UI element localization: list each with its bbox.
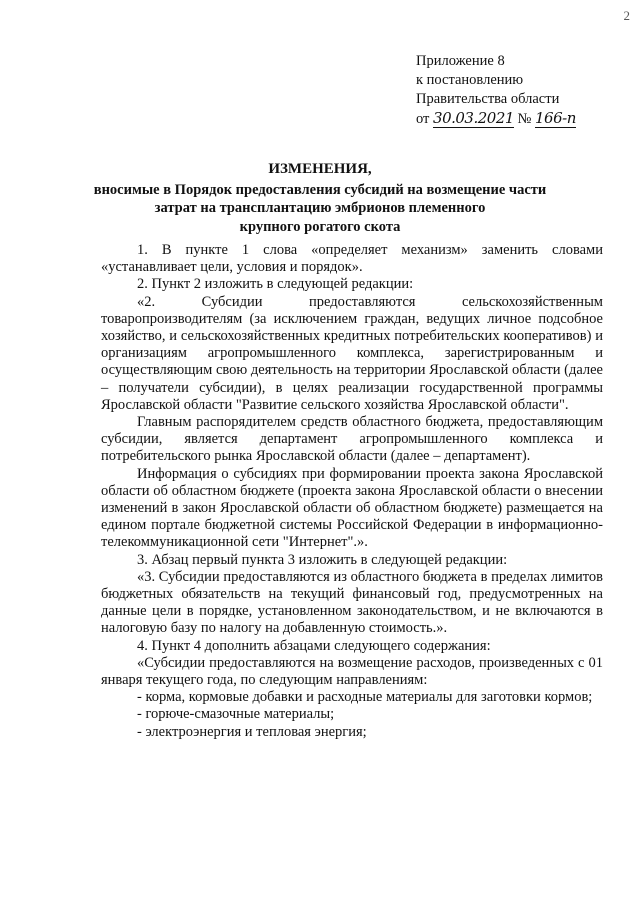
body-paragraph: 2. Пункт 2 изложить в следующей редакции: [137,276,414,293]
body-paragraph: «3. Субсидии предоставляются из областного бюджета в пределах лимитов бюджетных обязательств на текущий финансовый год, предусмотренных на данные цели в порядке, установленном законодательством, и не включаются в налоговую базу по налогу на добавленную стоимость.». [101,568,603,637]
title-line: затрат на трансплантацию эмбрионов племенного [154,200,486,216]
body-paragraph: Информация о субсидиях при формировании проекта закона Ярославской области об областном бюджете (проекта закона Ярославской области о внесении изменений в закон Ярославской области об областном бюджете) размещается на едином портале бюджетной системы Российской Федерации в информационно-телекоммуникационной сети "Интернет".». [101,465,603,551]
appendix-label: Приложение 8 [416,53,505,69]
document-body [101,242,603,741]
document-title [0,160,640,236]
appendix-header [416,52,626,129]
body-paragraph: 1. В пункте 1 слова «определяет механизм» заменить словами «устанавливает цели, условия и порядок». [101,242,603,276]
page-number: 2 [623,8,630,23]
title-line: вносимые в Порядок предоставления субсидий на возмещение части [93,181,547,198]
body-paragraph: «2. Субсидии предоставляются сельскохозяйственным товаропроизводителям (за исключением граждан, ведущих личное подсобное хозяйство, и сельскохозяйственных кредитных потребительских кооперативов) и организациям агропромышленного комплекса, зарегистрированным и осуществляющим свою деятельность на территории Ярославской области (далее – получатели субсидии), в целях реализации государственной программы Ярославской области "Развитие сельского хозяйства Ярославской области". [101,293,603,413]
body-paragraph: Главным распорядителем средств областного бюджета, предоставляющим субсидии, является департамент агропромышленного комплекса и потребительского рынка Ярославской области (далее – департамент). [101,414,603,465]
title-heading: ИЗМЕНЕНИЯ, [268,161,372,177]
decree-reference: к постановлению [416,72,524,88]
issuer-name: Правительства области [416,91,560,107]
title-line: крупного рогатого скота [239,218,401,235]
number-sign: № [517,111,532,127]
body-paragraph: 3. Абзац первый пункта 3 изложить в следующей редакции: [137,551,508,568]
date-prefix: от [416,111,430,127]
decree-date-line [416,109,626,129]
body-paragraph: - корма, кормовые добавки и расходные материалы для заготовки кормов; [137,689,593,706]
body-paragraph: - электроэнергия и тепловая энергия; [137,723,367,740]
decree-date: 30.03.2021 [433,109,514,127]
body-paragraph: «Субсидии предоставляются на возмещение расходов, произведенных с 01 января текущего года, по следующим направлениям: [101,654,603,689]
body-paragraph: - горюче-смазочные материалы; [137,706,335,723]
body-paragraph: 4. Пункт 4 дополнить абзацами следующего содержания: [137,637,491,654]
decree-number: 166-п [535,109,576,127]
